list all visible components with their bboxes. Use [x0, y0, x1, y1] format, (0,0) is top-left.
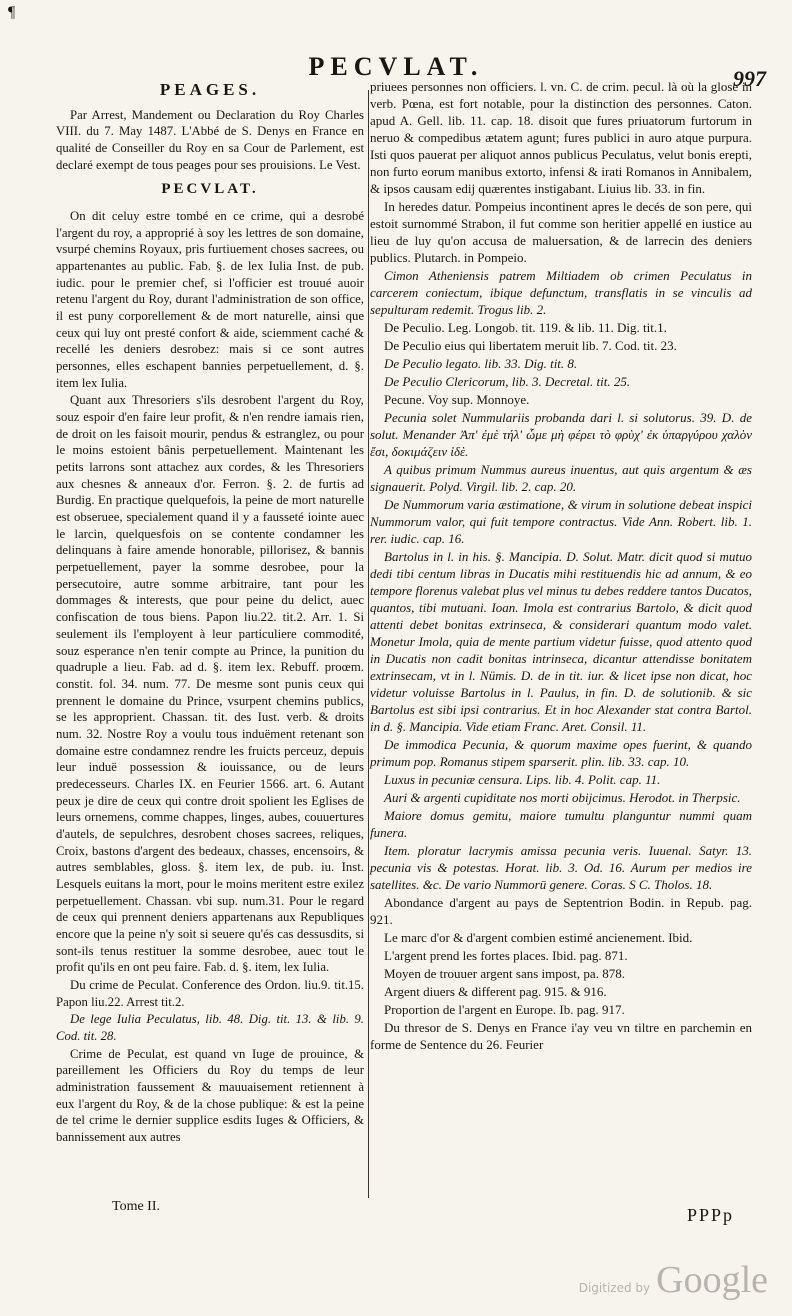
peculat-paragraph: De lege Iulia Peculatus, lib. 48. Dig. tit. 13. & lib. 9. Cod. tit. 28.: [56, 1012, 364, 1043]
peculat-paragraph: Du crime de Peculat. Conference des Ordon. liu.9. tit.15. Papon liu.22. Arrest tit.2.: [56, 977, 364, 1009]
right-paragraph: In heredes datur. Pompeius incontinent apres le decés de son pere, qui estoit surnommé Strabon, il fut comme son heritier appellé en iustice au lieu de luy qu'on accusa de maluersation, & de larrecin des deniers publics. Plutarch. in Pompeio.: [370, 199, 752, 265]
peculat-paragraph: Quant aux Thresoriers s'ils desrobent l'argent du Roy, souz espoir d'en faire leur profit, & n'en rendre iamais rien, de droit on les faisoit mourir, pendus & estranglez, ou pour le moins estoient bânis perpetuellement. Maintenant les petits larrons sont attachez aux cordes, & les Thresoriers aux chesnes & anneaux d'or. Ferron. §. 2. de furtis ad Burdig. En practique quelquefois, la peine de mort naturelle est obseruee, specialement quand il y a fausseté iointe auec le larcin, quelquesfois on se contente condamner les delinquans à faire amende honorable, pillorisez, & bannis perpetuellement, payer la somme desrobee, pour la persecutoire, autre somme arbitraire, tant pour les dommages & interests, que pour peine du delict, auec confiscation de tous biens. Papon liu.22. tit.2. Arr. 1. Si seulement ils l'employent à leur particuliere commodité, souz esperance n'en tenir compte au Prince, la punition du quadruple a lieu. Fab. ad d. §. item lex. Rebuff. proœm. constit. fol. 34. num. 77. De mesme sont punis ceux qui prennent le domaine du Prince, vsurpent chemins publics, se les approprient. Chassan. tit. des Iust. verb. & droits num. 32. Nostre Roy a voulu tous induëment retenant son domaine estre condamnez rendre les fruicts perceuz, depuis leur induë possession & iouissance, ou de leurs predecesseurs. Charles IX. en Feurier 1566. art. 6. Autant peux je dire de ceux qui contre droit spolient les Eglises de leurs ornemens, comme chappes, linges, aubes, couuertures d'autels, de sepulchres, desrobent choses sacrees, reliques, Croix, bastons d'argent des bedeaux, chasses, encensoirs, & autres semblables, gloss. §. item lex, de pub. iu. Inst. Lesquels euitans la mort, pour le moins meritent estre exilez perpetuellement. Chassan. vbi sup. num.31. Pour le regard de ceux qui prennent deniers appartenans aux Republiques encore que la peine n'y soit si seuere qu'és cas dessusdits, si sont-ils tenus restituer la somme desrobee, auec tout le profit qu'ils en ont peu faire. Fab. d. §. item, lex Iulia.: [56, 393, 364, 975]
right-paragraph: De Nummorum varia æstimatione, & virum in solutione debeat inspici Nummorum valor, qui fuit tempore contractus. Vide Ann. Robert. lib. 1. rer. iudic. cap. 16.: [370, 497, 752, 546]
margin-mark: ¶: [8, 4, 16, 21]
right-paragraph: De Peculio. Leg. Longob. tit. 119. & lib. 11. Dig. tit.1.: [384, 320, 667, 335]
right-paragraph: Pecune. Voy sup. Monnoye.: [384, 392, 530, 407]
volume-label: Tome II.: [112, 1199, 161, 1214]
right-paragraph: Item. ploratur lacrymis amissa pecunia veris. Iuuenal. Satyr. 13. pecunia vis & potestas. Horat. lib. 3. Od. 16. Aurum per medios ire satellites. &c. De vario Nummorū genere. Coras. S C. Tholos. 18.: [370, 843, 752, 892]
section-title-peculat: PECVLAT.: [161, 181, 259, 198]
right-paragraph: De Peculio legato. lib. 33. Dig. tit. 8.: [384, 356, 578, 371]
right-paragraph: Proportion de l'argent en Europe. Ib. pag. 917.: [384, 1002, 625, 1017]
watermark-prefix: Digitized by: [578, 1281, 651, 1295]
right-paragraph: Le marc d'or & d'argent combien estimé ancienement. Ibid.: [384, 930, 693, 945]
right-paragraph: Abondance d'argent au pays de Septentrion Bodin. in Repub. pag. 921.: [370, 895, 752, 927]
digitized-watermark: [579, 1258, 768, 1302]
right-paragraph: Cimon Atheniensis patrem Miltiadem ob crimen Peculatus in carcerem coniectum, ibique defunctum, transflatis in se vinculis ad sepulturam redemit. Trogus lib. 2.: [370, 268, 752, 317]
right-paragraph: Moyen de trouuer argent sans impost, pa. 878.: [384, 966, 625, 981]
right-paragraph: Du thresor de S. Denys en France i'ay veu vn tiltre en parchemin en forme de Sentence du 26. Feurier: [370, 1020, 752, 1052]
right-paragraph: Argent diuers & different pag. 915. & 916.: [384, 984, 607, 999]
signature-mark: PPPp: [686, 1205, 734, 1225]
right-paragraph: L'argent prend les fortes places. Ibid. pag. 871.: [384, 948, 628, 963]
peculat-paragraph: On dit celuy estre tombé en ce crime, qui a desrobé l'argent du roy, a approprié à soy les lettres de son domaine, vsurpé chemins Royaux, pris furtiuement choses sacrees, ou appartenantes au public. Fab. §. de lex Iulia Inst. de pub. iudic. pour le premier chef, si l'officier est trouué auoir retenu l'argent du Roy, durant l'administration de son office, il est puny corporellement & de mort naturelle, ainsi que ceux qui luy ont presté confort & aide, sciemment caché & recellé les deniers desrobez: mais si ce sont autres personnes, elles eschapent bannies perpetuellement, d. §. item lex Iulia.: [56, 209, 364, 390]
section-title-peages: PEAGES.: [159, 80, 261, 99]
right-paragraph: De Peculio eius qui libertatem meruit lib. 7. Cod. tit. 23.: [384, 338, 677, 353]
right-paragraph: Luxus in pecuniæ censura. Lips. lib. 4. Polit. cap. 11.: [384, 772, 661, 787]
peculat-paragraph: Crime de Peculat, est quand vn Iuge de prouince, & pareillement les Officiers du Roy du temps de leur administration faussement & mauuaisement retiennent à eux l'argent du Roy, & de la chose publique: & est la peine de tel crime le dernier supplice esdits Iuges & Officiers, & bannissement aux autres: [56, 1046, 364, 1144]
right-paragraph: Auri & argenti cupiditate nos morti obijcimus. Herodot. in Therpsic.: [384, 790, 741, 805]
right-paragraph: A quibus primum Nummus aureus inuentus, aut quis argentum & æs signauerit. Polyd. Virgil. lib. 2. cap. 20.: [370, 462, 752, 494]
right-paragraph: De immodica Pecunia, & quorum maxime opes fuerint, & quando primum pop. Romanus stipem sparserit. plin. lib. 33. cap. 10.: [370, 737, 752, 769]
page-number: 997: [733, 66, 766, 91]
google-logo: Google: [656, 1259, 768, 1301]
peages-paragraph: Par Arrest, Mandement ou Declaration du Roy Charles VIII. du 7. May 1487. L'Abbé de S. Denys en France en qualité de Conseiller du Roy en sa Cour de Parlement, est declaré exempt de tous peages pour ses prouisions. Le Vest.: [56, 107, 364, 172]
right-paragraph: priuees personnes non officiers. l. vn. C. de crim. pecul. là où la glose in verb. Pœna, est fort notable, pour la distinction des personnes. Caton. apud A. Gell. lib. 11. cap. 18. disoit que fures priuatorum furtorum in neruo & compedibus ætatem agunt; fures publici in auro atque purpura. Isti quos pauerat per aliquot annos publicus Peculatus, velut bonis erepti, non furto eorum manibus extorto, infensi & irati Romanos in Annibalem, & ipsos causam edij quærentes instigabant. Liuius lib. 33. in fin.: [370, 79, 752, 196]
right-paragraph: Maiore domus gemitu, maiore tumultu planguntur nummi quam funera.: [370, 808, 752, 840]
column-divider: [368, 90, 369, 1198]
right-paragraph: Pecunia solet Nummulariis probanda dari l. si solutorus. 39. D. de solut. Menander Ἀπ' ἐμὲ τήλ' ὧμε μὴ φέρει τὸ φρὺχ' ἐκ ὑπαργύρου χαλὸν ἔσι, δοκιμάζειν ἰδὲ.: [370, 410, 752, 459]
right-paragraph: De Peculio Clericorum, lib. 3. Decretal. tit. 25.: [384, 374, 631, 389]
running-head-title: PECVLAT.: [308, 52, 484, 81]
right-column: [370, 78, 752, 1054]
left-column: [56, 78, 364, 1147]
right-paragraph: Bartolus in l. in his. §. Mancipia. D. Solut. Matr. dicit quod si mutuo dedi tibi centum libras in Ducatis mihi restituendis hic ad annum, & eo tempore florenus valebat plus vel minus tu debes reddere tantos Ducatos, quantos, tibi mutuani. Ioan. Imola est contrarius Bartolo, & dicit quod attenti debet bonitas extrinseca, & considerari quantum modo valet. Monetur Imola, quia de mente partium videtur fuisse, quod attento quod in Ducatis non cadit bonitas intrinseca, dicantur attendisse bonitatem extrinsecam, vt in l. Nümis. D. de in tit. iur. & licet ipse non dicat, hoc videtur voluisse Bartolus in l. Paulus, in fin. D. de solutionib. & sic Bartolus est sibi ipsi contrarius. Et in hoc Alexander stat contra Bartol. in d. §. Mancipia. Vide etiam Franc. Aret. Consil. 11.: [370, 549, 752, 734]
